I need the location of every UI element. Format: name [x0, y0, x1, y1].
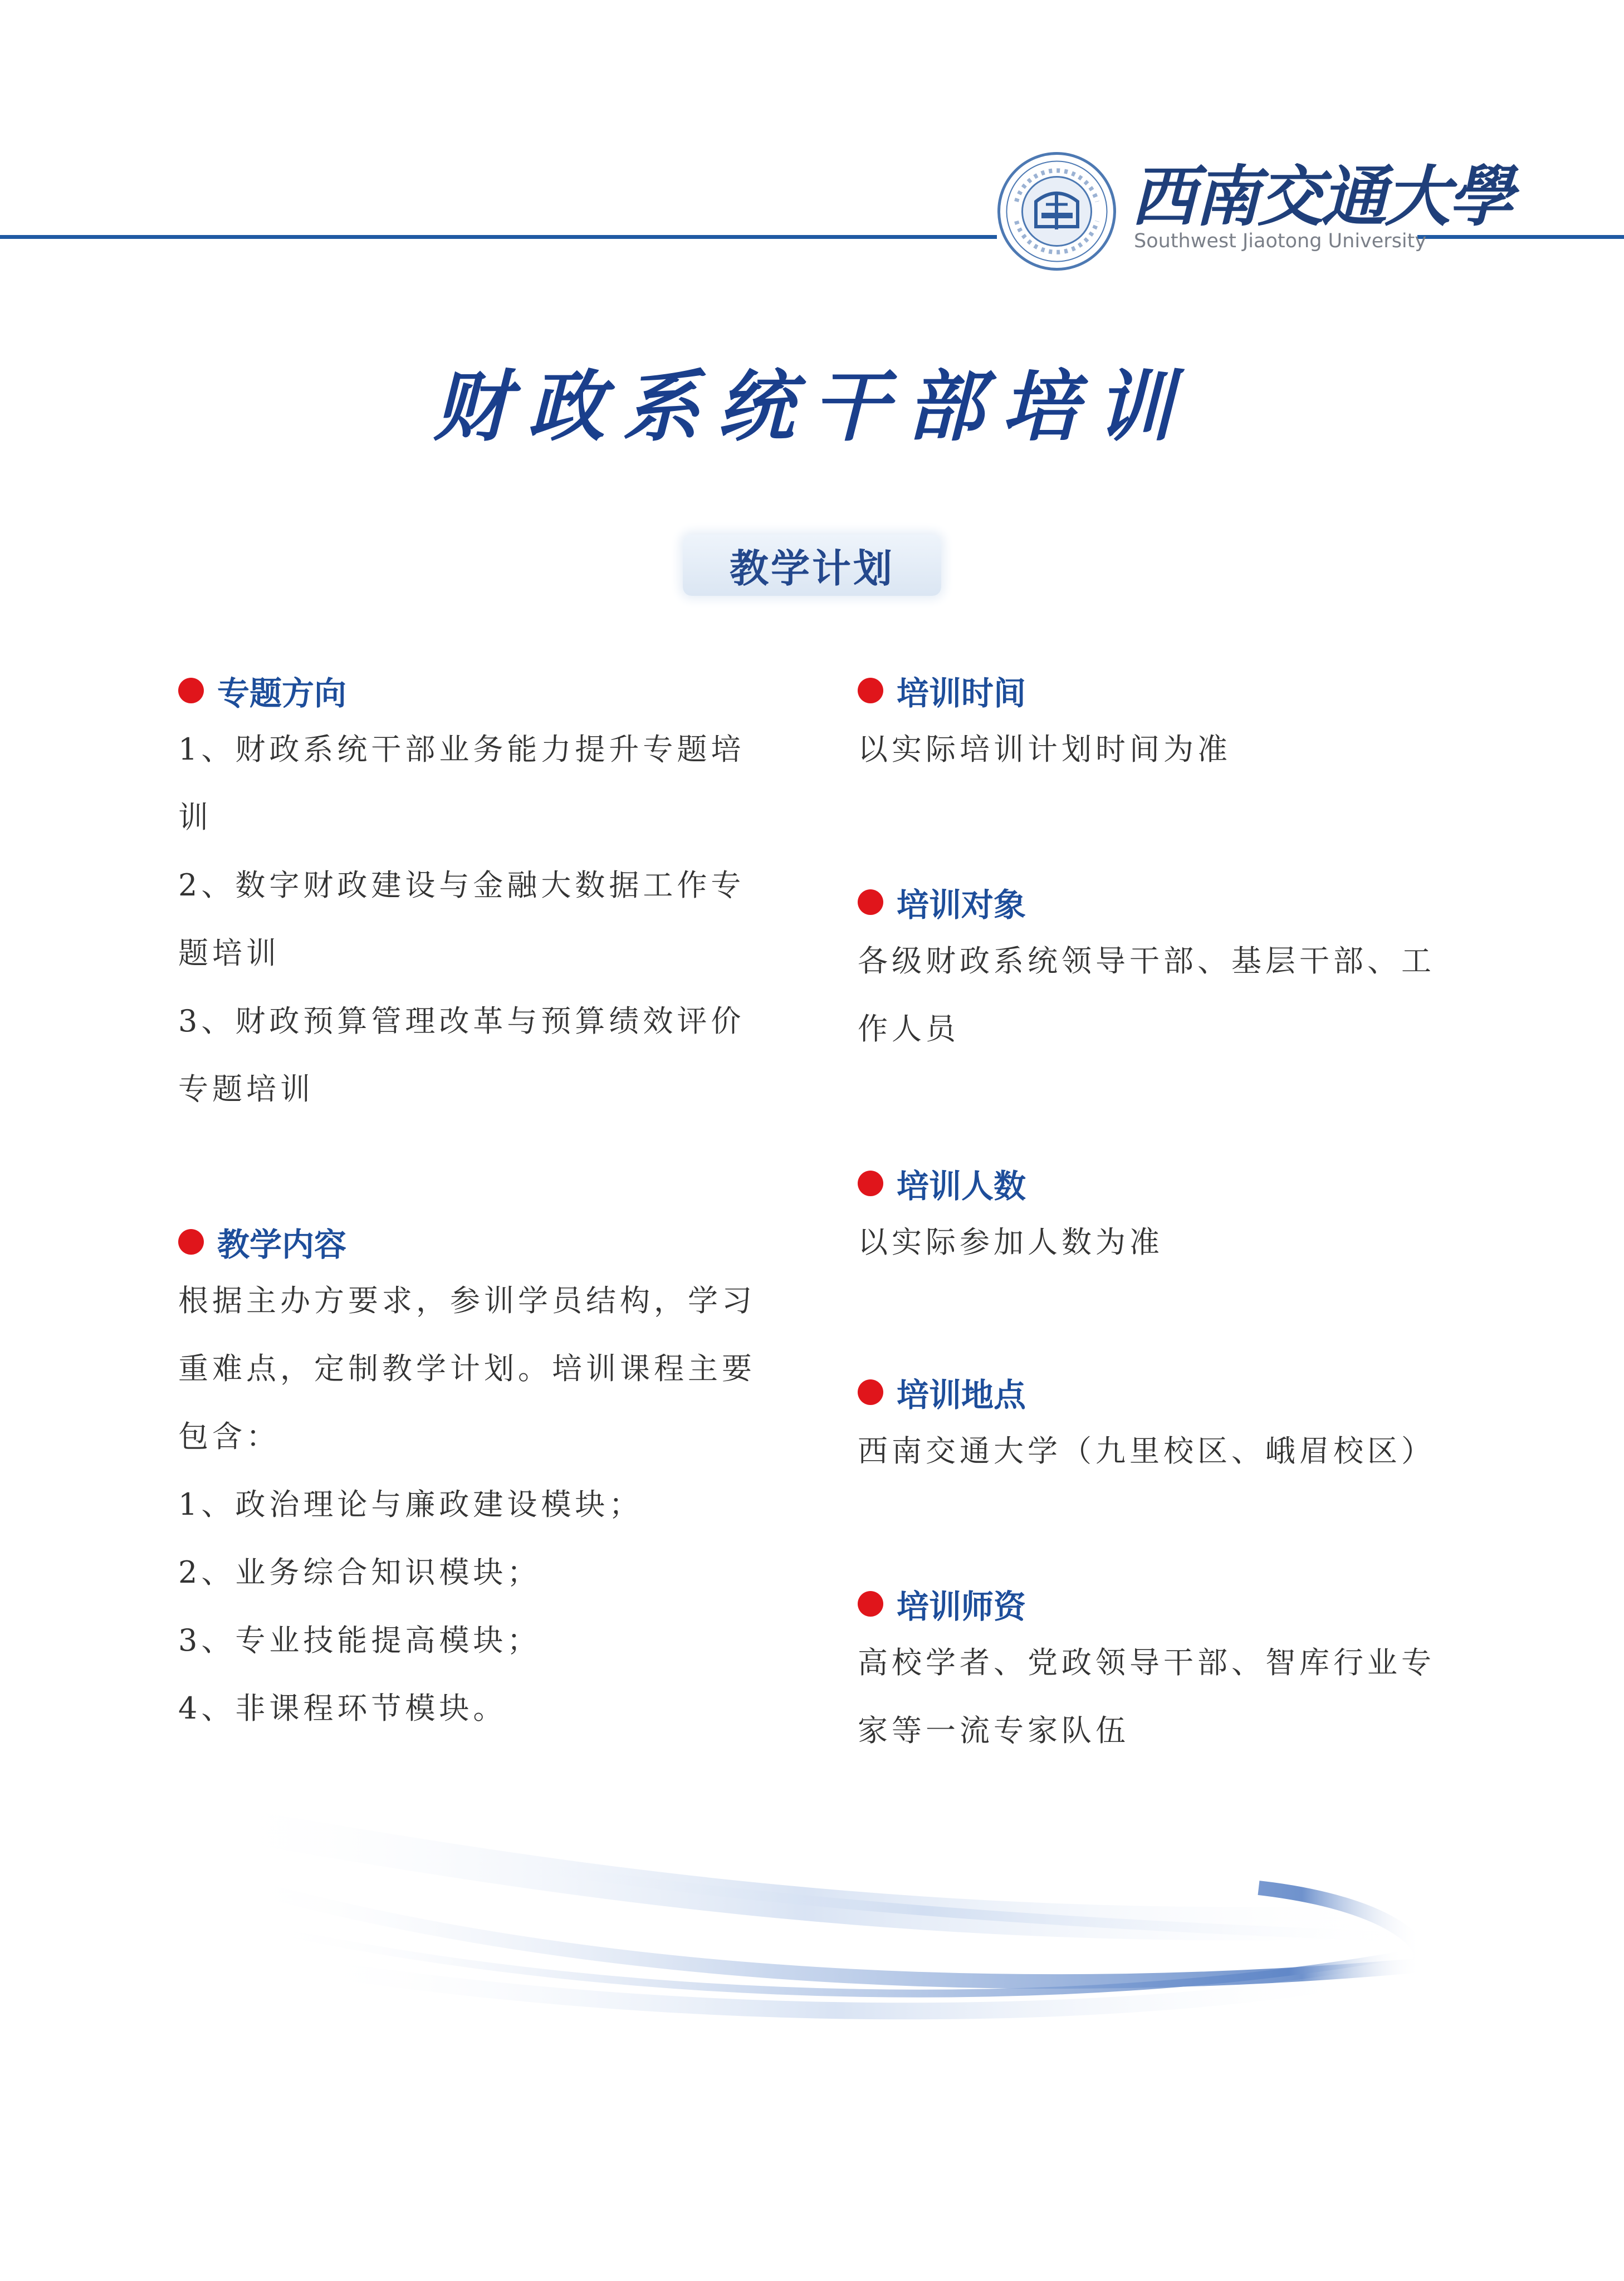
section-teachers-title: 培训师资 [897, 1588, 1026, 1626]
section-count-heading [858, 1158, 1465, 1208]
content-line: 重难点，定制教学计划。培训课程主要 [178, 1351, 756, 1386]
count-line: 以实际参加人数为准 [858, 1225, 1163, 1260]
topics-line: 3、财政预算管理改革与预算绩效评价 [178, 1004, 745, 1039]
content-line: 3、专业技能提高模块； [178, 1623, 541, 1658]
section-teachers [858, 1579, 1465, 1765]
teachers-line: 家等一流专家队伍 [858, 1713, 1129, 1748]
section-place [858, 1367, 1481, 1485]
section-topics [178, 665, 785, 1123]
target-line: 各级财政系统领导干部、基层干部、工 [858, 943, 1435, 978]
section-teachers-heading [858, 1579, 1465, 1629]
place-line: 西南交通大学（九里校区、峨眉校区） [858, 1433, 1435, 1469]
section-place-title: 培训地点 [897, 1376, 1026, 1414]
section-content-heading [178, 1217, 785, 1267]
topics-line: 2、数字财政建设与金融大数据工作专 [178, 868, 745, 903]
section-topics-heading [178, 665, 785, 716]
section-target-title: 培训对象 [897, 886, 1026, 924]
section-time-heading [858, 665, 1465, 716]
target-line: 作人员 [858, 1011, 960, 1046]
section-count-title: 培训人数 [897, 1167, 1026, 1205]
bullet-dot-icon [858, 1171, 883, 1196]
bullet-dot-icon [178, 1229, 204, 1255]
bullet-dot-icon [858, 1591, 883, 1617]
topics-line: 专题培训 [178, 1071, 314, 1107]
university-name-en: Southwest Jiaotong University [1134, 230, 1427, 252]
content-line: 4、非课程环节模块。 [178, 1691, 507, 1726]
topics-line: 题培训 [178, 936, 280, 971]
university-seal-logo [997, 151, 1117, 271]
topics-line: 1、财政系统干部业务能力提升专题培 [178, 732, 745, 767]
section-place-heading [858, 1367, 1481, 1417]
section-time [858, 665, 1465, 784]
teachers-line: 高校学者、党政领导干部、智库行业专 [858, 1645, 1435, 1680]
section-topics-title: 专题方向 [217, 674, 347, 712]
section-count [858, 1158, 1465, 1276]
bullet-dot-icon [858, 1379, 883, 1405]
bullet-dot-icon [178, 678, 204, 703]
content-line: 根据主办方要求，参训学员结构，学习 [178, 1283, 756, 1318]
header-rule-left [0, 235, 997, 239]
university-name-cn: 西南交通大學 [1131, 158, 1512, 235]
bullet-dot-icon [858, 889, 883, 915]
section-target [858, 877, 1465, 1063]
decorative-swoosh [200, 1799, 1448, 2038]
section-content-title: 教学内容 [217, 1226, 347, 1264]
bullet-dot-icon [858, 678, 883, 703]
time-line: 以实际培训计划时间为准 [858, 732, 1231, 767]
content-line: 包含： [178, 1419, 280, 1454]
section-time-title: 培训时间 [897, 674, 1026, 712]
topics-line: 训 [178, 800, 212, 835]
content-line: 2、业务综合知识模块； [178, 1555, 541, 1590]
teaching-plan-badge: 教学计划 [683, 535, 941, 596]
page-title: 财政系统干部培训 [433, 361, 1191, 452]
section-target-heading [858, 877, 1465, 927]
section-content [178, 1217, 785, 1742]
header-rule-right [1417, 235, 1624, 239]
content-line: 1、政治理论与廉政建设模块； [178, 1487, 643, 1522]
